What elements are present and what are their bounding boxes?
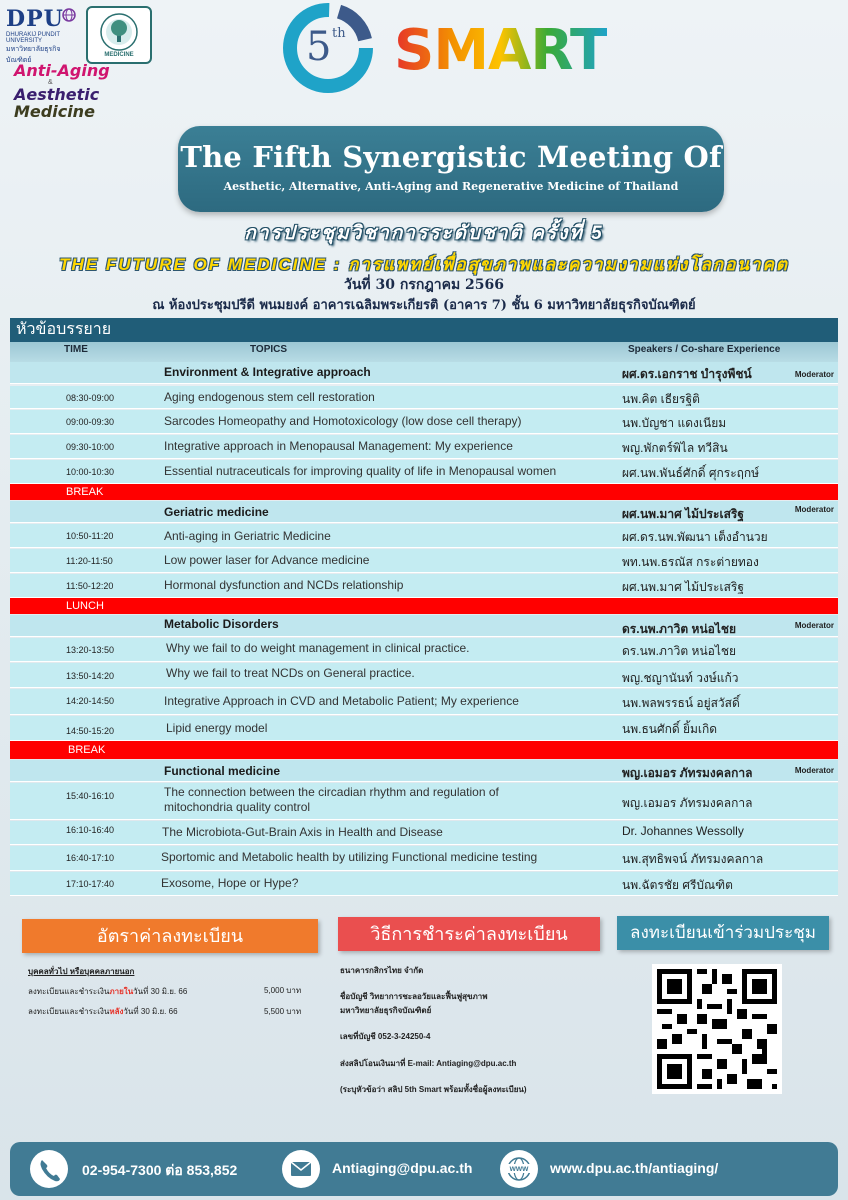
session-speaker: พท.นพ.ธรณัส กระต่ายทอง	[622, 555, 759, 569]
logo-aesthetic: Aesthetic	[14, 85, 100, 104]
payment-account-name-1: ชื่อบัญชี วิทยาการชะลอวัยและฟื้นฟูสุขภาพ	[340, 992, 488, 1001]
fee-late-price: 5,500 บาท	[264, 1007, 302, 1016]
session-row	[10, 689, 838, 715]
session-time: 14:50-15:20	[66, 726, 115, 736]
payment-account-name-2: มหาวิทยาลัยธุรกิจบัณฑิตย์	[340, 1006, 432, 1015]
session-time: 15:40-16:10	[66, 791, 115, 801]
session-time: 09:30-10:00	[66, 442, 115, 452]
session-time: 13:20-13:50	[66, 645, 115, 655]
session-row	[10, 549, 838, 573]
conference-thai-title: การประชุมวิชาการระดับชาติ ครั้งที่ 5	[244, 223, 604, 244]
smart-word: SMART	[394, 18, 608, 83]
session-row	[10, 524, 838, 548]
session-speaker: ผศ.ดร.นพ.พัฒนา เต็งอำนวย	[622, 530, 768, 544]
page-title: The Fifth Synergistic Meeting Of	[180, 140, 722, 174]
section-header	[10, 760, 838, 782]
session-speaker: พญ.เอมอร ภัทรมงคลกาล	[622, 796, 753, 810]
session-time: 10:00-10:30	[66, 467, 115, 477]
session-row	[10, 783, 838, 820]
session-topic: Low power laser for Advance medicine	[164, 553, 370, 567]
session-time: 16:40-17:10	[66, 853, 115, 863]
session-topic: The connection between the circadian rhythm and regulation of mitochondria quality control	[164, 785, 499, 814]
smart-sup: th	[332, 26, 346, 41]
moderator-label: Moderator	[794, 370, 834, 379]
break-bar: BREAK	[10, 484, 838, 500]
session-topic: Why we fail to treat NCDs on General practice.	[166, 666, 415, 680]
fee-late-post: วันที่ 30 มิ.ย. 66	[123, 1007, 178, 1016]
website-icon	[500, 1150, 538, 1188]
moderator-label: Moderator	[794, 766, 834, 775]
logo-medicine: Medicine	[14, 102, 95, 121]
registration-qr-code[interactable]	[652, 964, 782, 1094]
session-row	[10, 663, 838, 688]
payment-bank: ธนาคารกสิกรไทย จำกัด	[340, 966, 424, 975]
moderator-label: Moderator	[794, 621, 834, 630]
moderator-label: Moderator	[794, 505, 834, 514]
section-moderator: พญ.เอมอร ภัทรมงคลกาล	[622, 766, 753, 780]
col-time: TIME	[64, 344, 88, 355]
session-time: 14:20-14:50	[66, 696, 115, 706]
session-row	[10, 435, 838, 459]
payment-account-number: เลขที่บัญชี 052-3-24250-4	[340, 1032, 431, 1041]
section-header	[10, 615, 838, 637]
footer	[10, 1142, 838, 1196]
fee-late-pre: ลงทะเบียนและชำระเงิน	[28, 1007, 110, 1016]
dpu-university-th: มหาวิทยาลัยธุรกิจบัณฑิตย์	[6, 46, 61, 64]
session-topic: Lipid energy model	[166, 721, 268, 735]
session-topic: Hormonal dysfunction and NCDs relationship	[164, 578, 404, 592]
fees-banner: อัตราค่าลงทะเบียน	[22, 919, 318, 953]
session-time: 08:30-09:00	[66, 393, 115, 403]
section-title: Metabolic Disorders	[164, 617, 279, 631]
phone-icon	[30, 1150, 68, 1188]
payment-banner: วิธีการชำระค่าลงทะเบียน	[338, 917, 600, 951]
dpu-logo	[6, 6, 84, 64]
session-topic: Anti-aging in Geriatric Medicine	[164, 529, 331, 543]
col-speakers: Speakers / Co-share Experience	[628, 344, 781, 355]
session-time: 10:50-11:20	[66, 531, 114, 541]
session-time: 11:50-12:20	[66, 581, 114, 591]
section-title: Functional medicine	[164, 764, 281, 778]
session-time: 17:10-17:40	[66, 879, 115, 889]
fee-early-pre: ลงทะเบียนและชำระเงิน	[28, 987, 110, 996]
fee-early-label	[28, 985, 187, 998]
qr-code-icon[interactable]	[652, 964, 782, 1094]
medicine-seal	[86, 6, 152, 64]
session-time: 09:00-09:30	[66, 417, 115, 427]
session-topic: Why we fail to do weight management in clinical practice.	[166, 641, 470, 655]
fee-late-label	[28, 1005, 178, 1018]
session-row	[10, 574, 838, 598]
session-row	[10, 846, 838, 871]
session-speaker: นพ.ธนศักดิ์ ยิ้มเกิด	[622, 722, 718, 736]
fee-early-post: วันที่ 30 มิ.ย. 66	[133, 987, 188, 996]
session-topic: Essential nutraceuticals for improving quality of life in Menopausal women	[164, 464, 557, 478]
session-topic: Aging endogenous stem cell restoration	[164, 390, 375, 404]
footer-website[interactable]: www.dpu.ac.th/antiaging/	[550, 1160, 719, 1176]
session-time: 13:50-14:20	[66, 671, 115, 681]
session-speaker: พญ.พักตร์พิไล ทวีสิน	[622, 441, 728, 455]
session-speaker: ดร.นพ.ภาวิต หน่อไชย	[622, 644, 737, 658]
section-moderator: ผศ.ดร.เอกราช บำรุงพืชน์	[622, 367, 752, 381]
section-header	[10, 362, 838, 384]
payment-slip: ส่งสลิปโอนเงินมาที่ E-mail: Antiaging@dpu.ac.th	[340, 1059, 517, 1068]
session-speaker: นพ.สุทธิพจน์ ภัทรมงคลกาล	[622, 852, 764, 866]
fee-late-highlight: หลัง	[109, 1007, 124, 1016]
session-topic: Integrative approach in Menopausal Management: My experience	[164, 439, 513, 453]
session-row	[10, 386, 838, 409]
session-row	[10, 638, 838, 662]
col-topics: TOPICS	[250, 344, 288, 355]
session-speaker: ผศ.นพ.มาศ ไม้ประเสริฐ	[622, 580, 744, 594]
schedule-heading: หัวข้อบรรยาย	[10, 318, 838, 342]
page-subtitle: Aesthetic, Alternative, Anti-Aging and Regenerative Medicine of Thailand	[223, 180, 679, 193]
schedule-column-header	[10, 342, 838, 362]
session-speaker: ผศ.นพ.พันธ์ศักดิ์ ศุกระฤกษ์	[622, 466, 760, 480]
payment-note: (ระบุหัวข้อว่า สลิป 5th Smart พร้อมทั้งชื่อผู้ลงทะเบียน)	[340, 1085, 527, 1094]
section-title: Geriatric medicine	[164, 505, 269, 519]
conference-date: วันที่ 30 กรกฎาคม 2566	[343, 277, 505, 293]
section-moderator: ดร.นพ.ภาวิต หน่อไชย	[622, 622, 737, 636]
smart-logo	[272, 2, 662, 94]
fee-early-highlight: ภายใน	[109, 987, 134, 996]
seal-text: MEDICINE	[104, 52, 134, 58]
session-row	[10, 460, 838, 484]
lunch-bar: LUNCH	[10, 598, 838, 614]
session-row	[10, 872, 838, 896]
session-topic: Exosome, Hope or Hype?	[161, 876, 299, 890]
session-topic: The Microbiota-Gut-Brain Axis in Health and Disease	[162, 825, 443, 839]
session-speaker: นพ.ฉัตรชัย ศรีบัณฑิต	[622, 878, 733, 892]
session-time: 16:10-16:40	[66, 825, 115, 835]
globe-icon	[62, 8, 76, 22]
register-banner[interactable]: ลงทะเบียนเข้าร่วมประชุม	[617, 916, 829, 950]
session-speaker: Dr. Johannes Wessolly	[622, 824, 744, 838]
break-bar: BREAK	[10, 741, 838, 759]
conference-venue: ณ ห้องประชุมปรีดี พนมยงค์ อาคารเฉลิมพระเกียรติ (อาคาร 7) ชั้น 6 มหาวิทยาลัยธุรกิจบัณฑิตย์	[152, 298, 696, 313]
session-topic: Integrative Approach in CVD and Metabolic Patient; My experience	[164, 694, 519, 708]
session-speaker: นพ.พลพรรธน์ อยู่สวัสดิ์	[622, 696, 740, 710]
logo-ampersand: &	[48, 79, 53, 86]
session-speaker: นพ.คิต เธียรฐิติ	[622, 392, 700, 406]
session-speaker: พญ.ชญานันท์ วงษ์แก้ว	[622, 671, 739, 685]
footer-phone[interactable]: 02-954-7300 ต่อ 853,852	[82, 1162, 238, 1178]
section-title: Environment & Integrative approach	[164, 365, 371, 379]
session-speaker: นพ.บัญชา แดงเนียม	[622, 416, 727, 430]
www-label: www	[507, 1164, 531, 1173]
fee-category: บุคคลทั่วไป หรือบุคคลภายนอก	[28, 967, 135, 976]
session-topic: Sportomic and Metabolic health by utilizing Functional medicine testing	[161, 850, 538, 864]
title-box	[178, 126, 724, 212]
session-topic: Sarcodes Homeopathy and Homotoxicology (low dose cell therapy)	[164, 414, 522, 428]
session-row	[10, 821, 838, 845]
fee-early-price: 5,000 บาท	[264, 986, 302, 995]
logo-anti-aging: Anti-Aging	[14, 61, 110, 80]
section-header	[10, 501, 838, 523]
section-moderator: ผศ.นพ.มาศ ไม้ประเสริฐ	[622, 507, 744, 521]
conference-theme: THE FUTURE OF MEDICINE : การแพทย์เพื่อสุขภาพและความงามแห่งโลกอนาคต	[59, 255, 789, 274]
session-row	[10, 410, 838, 434]
session-time: 11:20-11:50	[66, 556, 113, 566]
anti-aging-logo	[14, 62, 164, 132]
email-icon	[282, 1150, 320, 1188]
footer-email[interactable]: Antiaging@dpu.ac.th	[332, 1160, 473, 1176]
dpu-university-en: DHURAKIJ PUNDIT UNIVERSITY	[6, 32, 60, 44]
session-row	[10, 716, 838, 741]
dpu-logo-text: DPU	[6, 6, 64, 32]
smart-number: 5	[306, 24, 332, 70]
